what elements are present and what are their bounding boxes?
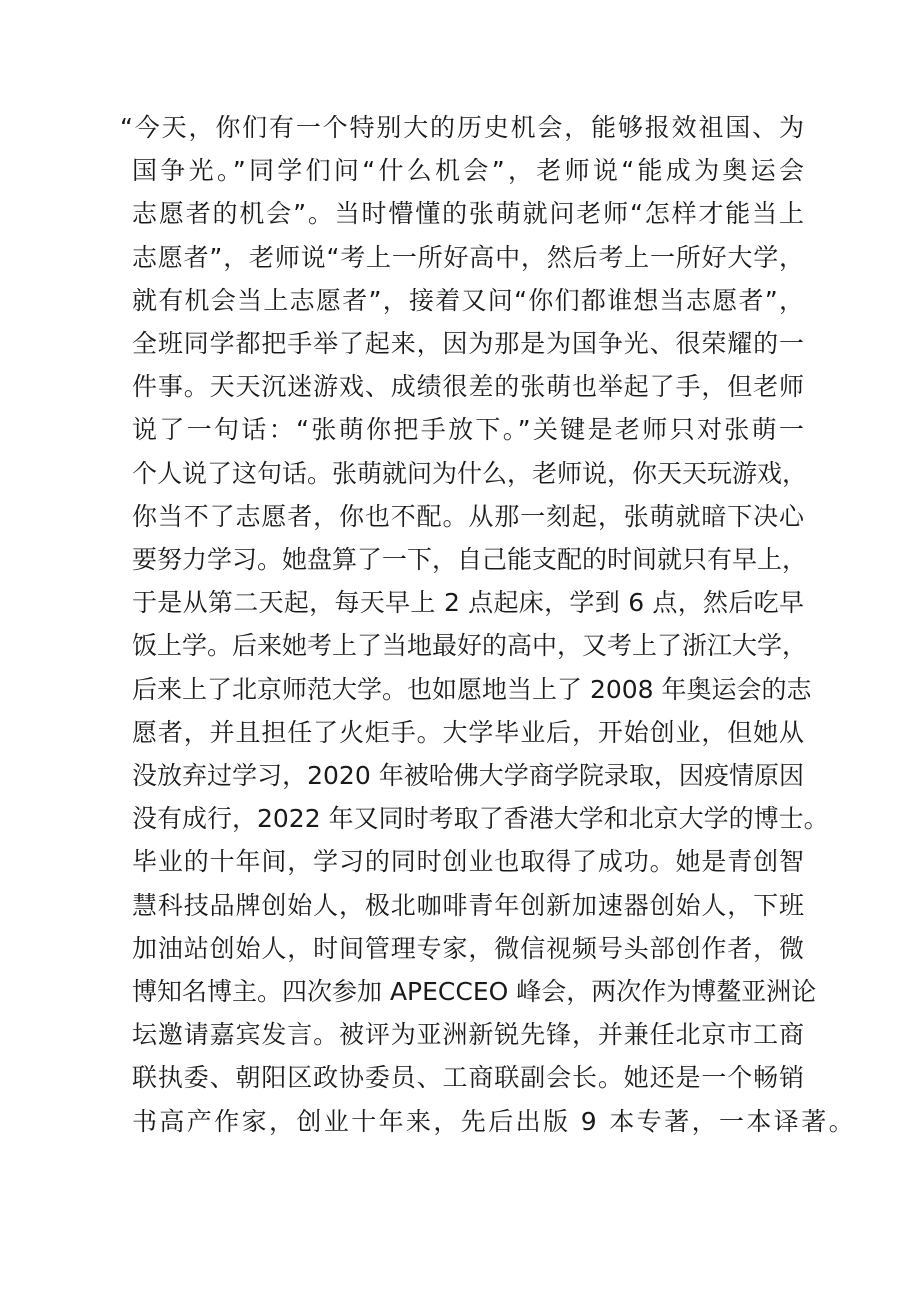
paragraph-line: 书高产作家，创业十年来，先后出版 9 本专著，一本译著。 — [132, 1106, 857, 1136]
paragraph-line: 全班同学都把手举了起来，因为那是为国争光、很荣耀的一 — [132, 329, 804, 358]
paragraph-line: 博知名博主。四次参加 APECCEO 峰会，两次作为博鳌亚洲论 — [132, 977, 817, 1006]
paragraph-line: 愿者，并且担任了火炬手。大学毕业后，开始创业，但她从 — [132, 717, 804, 747]
paragraph-line: 说了一句话：“张萌你把手放下。”关键是老师只对张萌一 — [132, 415, 804, 445]
paragraph-line: 你当不了志愿者，你也不配。从那一刻起，张萌就暗下决心 — [132, 501, 804, 531]
paragraph-line: 于是从第二天起，每天早上 2 点起床，学到 6 点，然后吃早 — [132, 588, 804, 618]
paragraph-line: 加油站创始人，时间管理专家，微信视频号头部创作者，微 — [132, 933, 804, 963]
paragraph-line: 坛邀请嘉宾发言。被评为亚洲新锐先锋，并兼任北京市工商 — [132, 1020, 804, 1050]
paragraph-line: 没放弃过学习，2020 年被哈佛大学商学院录取，因疫情原因 — [132, 761, 804, 790]
paragraph-line: 联执委、朝阳区政协委员、工商联副会长。她还是一个畅销 — [132, 1063, 804, 1093]
paragraph-line: 志愿者的机会”。当时懵懂的张萌就问老师“怎样才能当上 — [132, 199, 804, 229]
paragraph-line: 饭上学。后来她考上了当地最好的高中，又考上了浙江大学， — [132, 631, 808, 661]
paragraph-line: 志愿者”，老师说“考上一所好高中，然后考上一所好大学， — [132, 242, 804, 272]
paragraph-line: 后来上了北京师范大学。也如愿地当上了 2008 年奥运会的志 — [132, 674, 812, 704]
paragraph-line: 国争光。”同学们问“什么机会”，老师说“能成为奥运会 — [132, 156, 804, 186]
paragraph-line: 没有成行，2022 年又同时考取了香港大学和北京大学的博士。 — [132, 804, 829, 834]
paragraph-line: “今天，你们有一个特别大的历史机会，能够报效祖国、为 — [120, 113, 804, 142]
paragraph-line: 要努力学习。她盘算了一下，自己能支配的时间就只有早上， — [132, 545, 808, 574]
paragraph-line: 毕业的十年间，学习的同时创业也取得了成功。她是青创智 — [132, 847, 804, 877]
paragraph-line: 就有机会当上志愿者”，接着又问“你们都谁想当志愿者”， — [132, 285, 804, 315]
paragraph-line: 件事。天天沉迷游戏、成绩很差的张萌也举起了手，但老师 — [132, 372, 804, 402]
paragraph-line: 慧科技品牌创始人，极北咖啡青年创新加速器创始人，下班 — [132, 890, 804, 920]
paragraph-line: 个人说了这句话。张萌就问为什么，老师说，你天天玩游戏， — [132, 458, 808, 488]
